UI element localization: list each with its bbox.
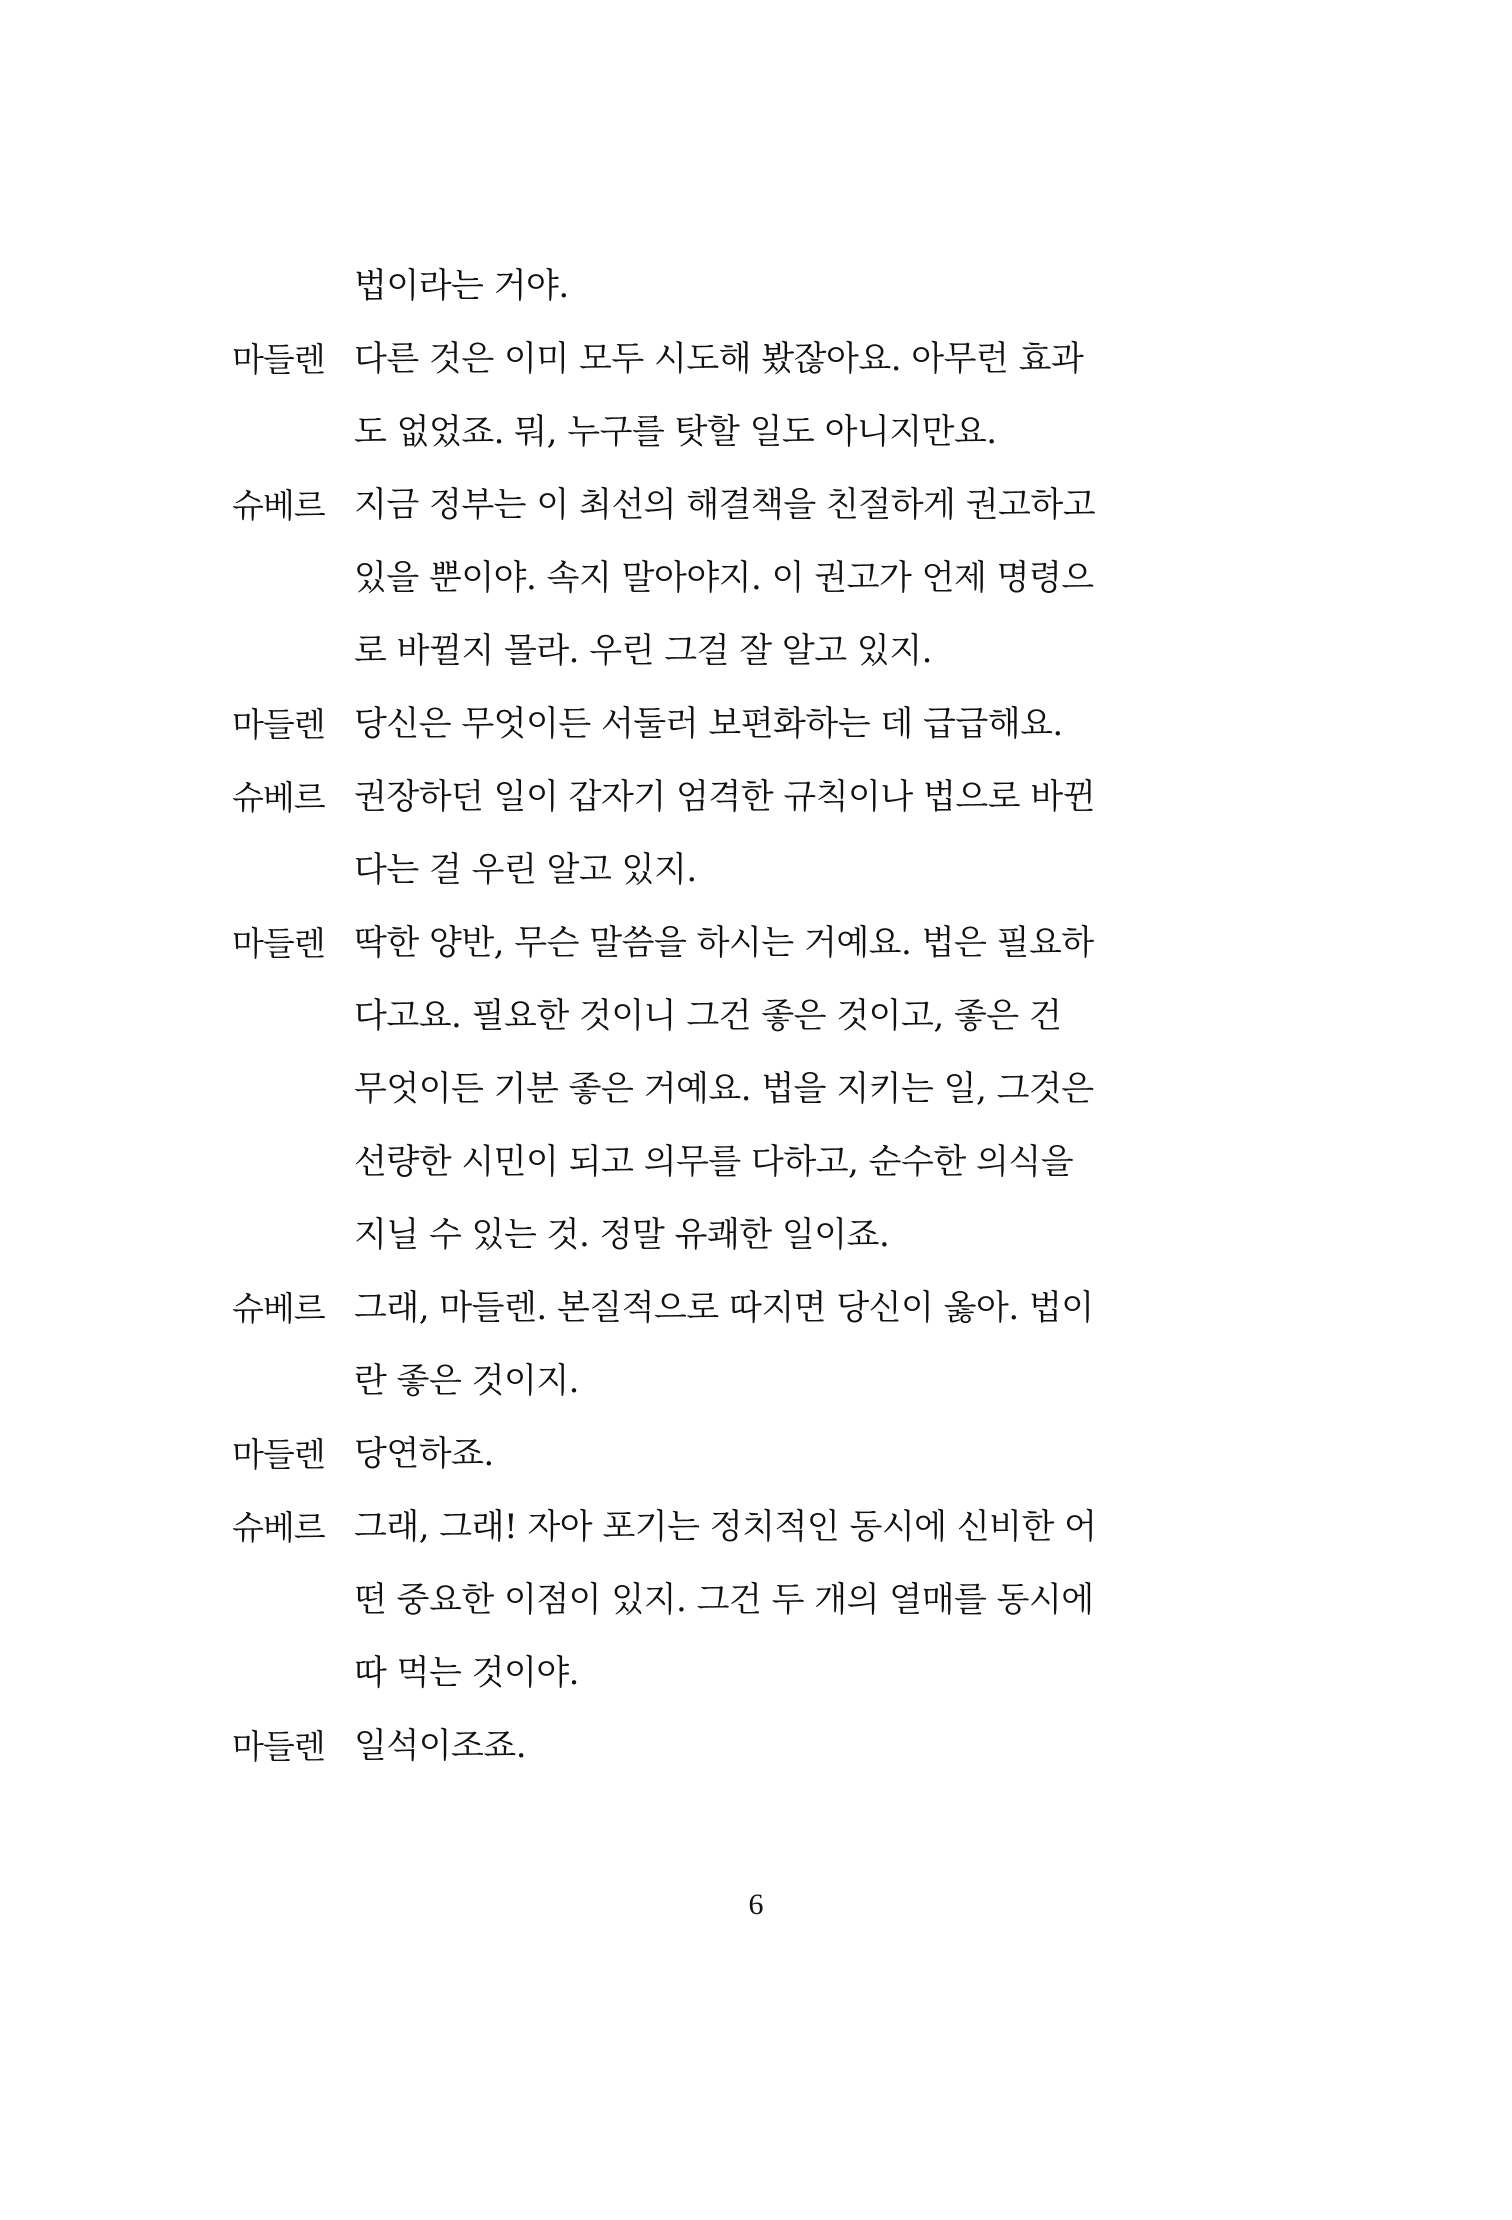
dialogue-line: 권장하던 일이 갑자기 엄격한 규칙이나 법으로 바뀐 <box>354 777 1096 817</box>
dialogue-text <box>354 1418 1172 1491</box>
dialogue-line: 당신은 무엇이든 서둘러 보편화하는 데 급급해요. <box>354 704 1063 744</box>
dialogue-entry <box>232 323 1172 469</box>
speaker-name: 슈베르 <box>232 778 325 817</box>
speaker-name: 마들렌 <box>232 705 325 744</box>
dialogue-line: 지닐 수 있는 것. 정말 유쾌한 일이죠. <box>354 1215 890 1255</box>
dialogue-entry <box>232 688 1172 761</box>
dialogue-entry <box>232 1272 1172 1418</box>
dialogue-line: 선량한 시민이 되고 의무를 다하고, 순수한 의식을 <box>354 1142 1074 1182</box>
dialogue-text <box>354 907 1172 1272</box>
dialogue-line: 딱한 양반, 무슨 말씀을 하시는 거예요. 법은 필요하 <box>354 923 1094 963</box>
dialogue-line: 다른 것은 이미 모두 시도해 봤잖아요. 아무런 효과 <box>354 339 1084 379</box>
dialogue-line: 지금 정부는 이 최선의 해결책을 친절하게 권고하고 <box>354 485 1096 525</box>
dialogue-line: 무엇이든 기분 좋은 거예요. 법을 지키는 일, 그것은 <box>354 1069 1094 1109</box>
dialogue-text <box>354 323 1172 469</box>
dialogue-line: 도 없었죠. 뭐, 누구를 탓할 일도 아니지만요. <box>354 412 997 452</box>
speaker-name: 슈베르 <box>232 1508 325 1547</box>
dialogue-text <box>354 1710 1172 1783</box>
speaker-name: 마들렌 <box>232 1727 325 1766</box>
dialogue-text <box>354 761 1172 907</box>
speaker-name: 마들렌 <box>232 340 325 379</box>
dialogue-line: 있을 뿐이야. 속지 말아야지. 이 권고가 언제 명령으 <box>354 558 1094 598</box>
dialogue-line: 떤 중요한 이점이 있지. 그건 두 개의 열매를 동시에 <box>354 1580 1094 1620</box>
dialogue-entry <box>232 761 1172 907</box>
dialogue-line: 란 좋은 것이지. <box>354 1361 579 1401</box>
dialogue-line: 당연하죠. <box>354 1434 494 1474</box>
dialogue-line: 그래, 그래! 자아 포기는 정치적인 동시에 신비한 어 <box>354 1507 1097 1547</box>
dialogue-text <box>354 688 1172 761</box>
dialogue-entry <box>232 1710 1172 1783</box>
dialogue-text <box>354 250 1172 323</box>
dialogue-entry <box>232 250 1172 323</box>
dialogue-text <box>354 469 1172 688</box>
dialogue-line: 일석이조죠. <box>354 1726 527 1766</box>
dialogue-entry <box>232 1418 1172 1491</box>
speaker-name: 마들렌 <box>232 924 325 963</box>
dialogue-line: 다고요. 필요한 것이니 그건 좋은 것이고, 좋은 건 <box>354 996 1062 1036</box>
dialogue-line: 따 먹는 것이야. <box>354 1653 579 1693</box>
dialogue-line: 법이라는 거야. <box>354 266 569 306</box>
dialogue-entry <box>232 907 1172 1272</box>
dialogue-text <box>354 1491 1172 1710</box>
dialogue-line: 다는 걸 우린 알고 있지. <box>354 850 697 890</box>
dialogue-entry <box>232 469 1172 688</box>
dialogue-text <box>354 1272 1172 1418</box>
dialogue-entry <box>232 1491 1172 1710</box>
dialogue-line: 그래, 마들렌. 본질적으로 따지면 당신이 옳아. 법이 <box>354 1288 1094 1328</box>
speaker-name: 슈베르 <box>232 486 325 525</box>
speaker-name: 마들렌 <box>232 1435 325 1474</box>
speaker-name: 슈베르 <box>232 1289 325 1328</box>
dialogue-line: 로 바뀔지 몰라. 우린 그걸 잘 알고 있지. <box>354 631 932 671</box>
script-body <box>232 250 1172 1783</box>
page-number: 6 <box>748 1888 764 1921</box>
